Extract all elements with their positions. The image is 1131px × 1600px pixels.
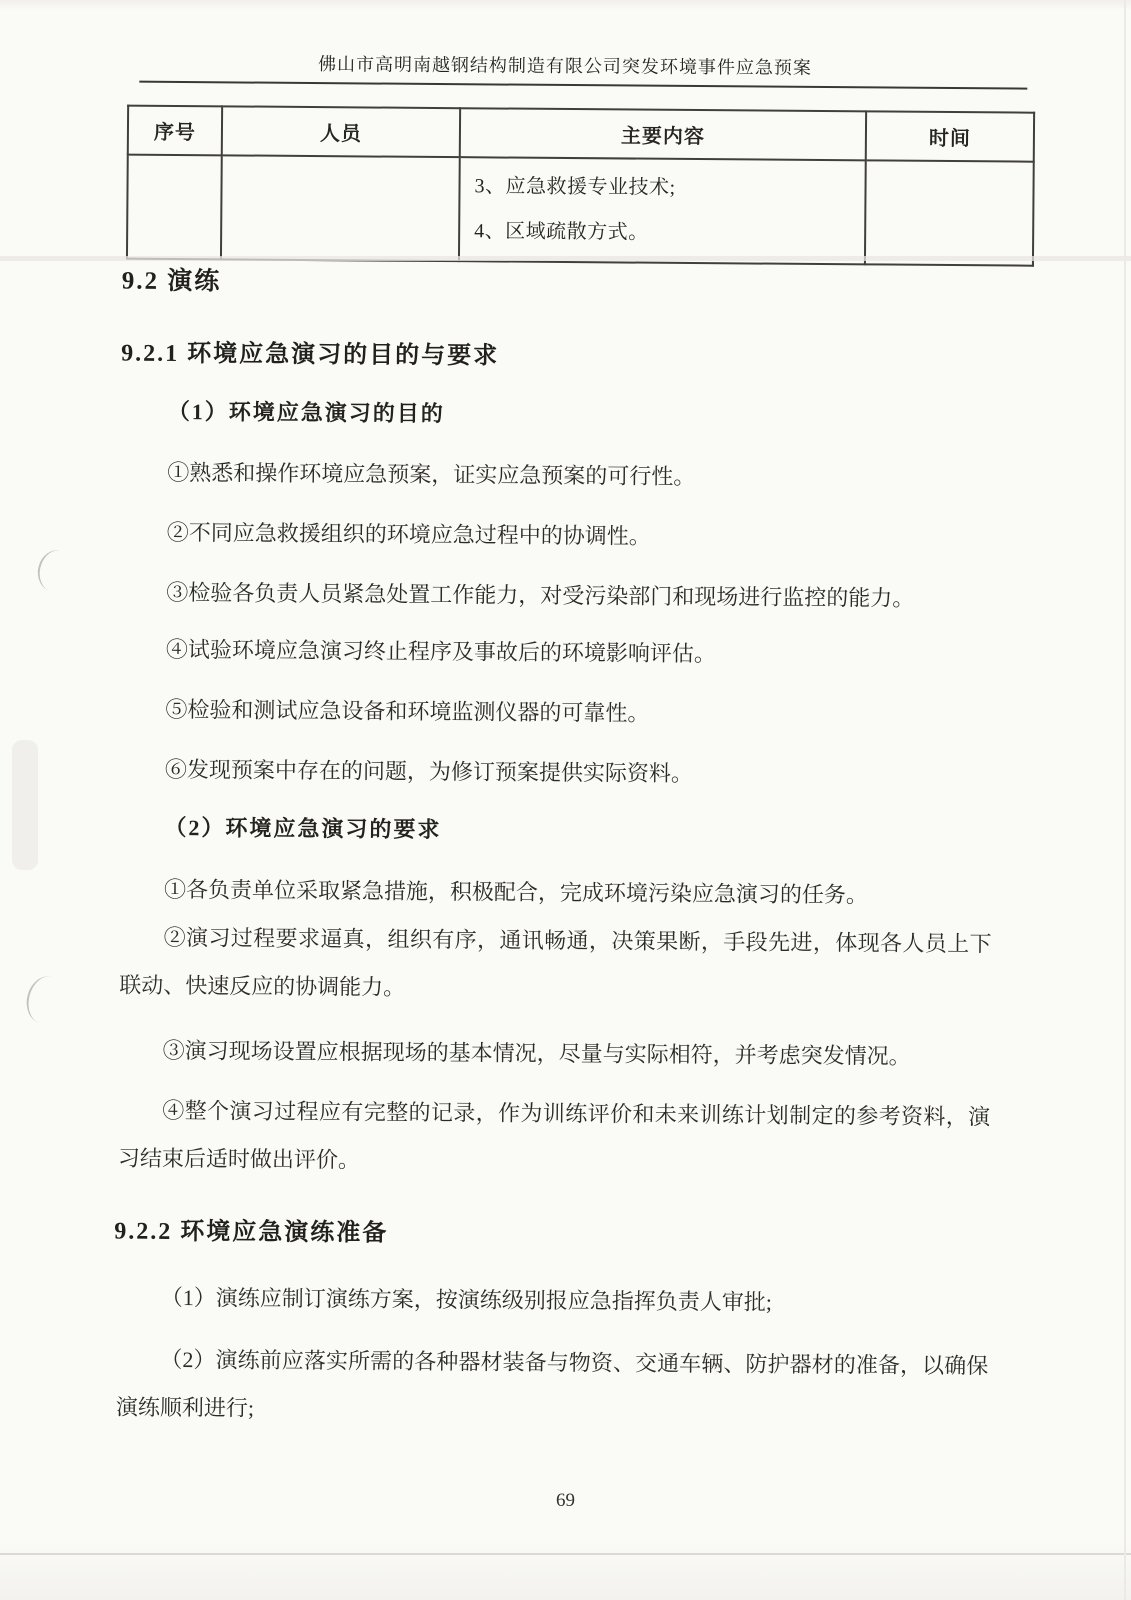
- header-rule: [139, 81, 1027, 90]
- cell-person: [221, 155, 460, 261]
- purpose-item-1: ①熟悉和操作环境应急预案，证实应急预案的可行性。: [167, 459, 696, 490]
- requirement-item-1: ①各负责单位采取紧急措施，积极配合，完成环境污染应急演习的任务。: [163, 876, 869, 908]
- cell-main-content: [459, 157, 866, 264]
- column-header-person: 人员: [222, 106, 460, 157]
- column-header-seq: 序号: [128, 106, 222, 156]
- purpose-item-2: ②不同应急救援组织的环境应急过程中的协调性。: [166, 519, 651, 549]
- section-heading-9-2: 9.2 演练: [121, 267, 222, 296]
- table-row: [127, 155, 1034, 266]
- column-header-content: 主要内容: [460, 108, 866, 160]
- subheading-purpose: （1）环境应急演习的目的: [167, 398, 445, 427]
- content-line: 4、区域疏散方式。: [474, 220, 649, 244]
- requirement-item-2: ②演习过程要求逼真，组织有序，通讯畅通，决策果断，手段先进，体现各人员上下联动、快速反应的协调能力。: [119, 924, 992, 1000]
- content-line: 3、应急救援专业技术;: [474, 175, 676, 199]
- scan-artifact-bottom-line: [0, 1553, 1131, 1555]
- subheading-requirements: （2）环境应急演习的要求: [164, 814, 442, 843]
- column-header-time: 时间: [866, 111, 1034, 161]
- purpose-item-6: ⑥发现预案中存在的问题，为修订预案提供实际资料。: [164, 756, 694, 787]
- requirement-item-3: ③演习现场设置应根据现场的基本情况，尽量与实际相符，并考虑突发情况。: [162, 1037, 911, 1069]
- scan-artifact-band: [0, 256, 1131, 261]
- document-header-title: 佛山市高明南越钢结构制造有限公司突发环境事件应急预案: [317, 54, 813, 78]
- cell-time: [865, 160, 1034, 265]
- table-header-row: [128, 106, 1034, 162]
- purpose-item-4: ④试验环境应急演习终止程序及事故后的环境影响评估。: [165, 636, 716, 667]
- drill-table: [126, 105, 1035, 267]
- scan-artifact-right-edge: [1124, 0, 1126, 1600]
- section-heading-9-2-2: 9.2.2 环境应急演练准备: [114, 1218, 389, 1247]
- preparation-item-2: （2）演练前应落实所需的各种器材装备与物资、交通车辆、防护器材的准备，以确保演练顺利进行;: [115, 1346, 989, 1421]
- preparation-item-1: （1）演练应制订演练方案，按演练级别报应急指挥负责人审批;: [160, 1284, 773, 1315]
- section-heading-9-2-1: 9.2.1 环境应急演习的目的与要求: [121, 340, 500, 370]
- purpose-item-5: ⑤检验和测试应急设备和环境监测仪器的可靠性。: [165, 696, 650, 726]
- cell-seq: [127, 155, 222, 260]
- purpose-item-3: ③检验各负责人员紧急处置工作能力，对受污染部门和现场进行监控的能力。: [166, 579, 915, 611]
- requirement-item-4: ④整个演习过程应有完整的记录，作为训练评价和未来训练计划制定的参考资料，演习结束后适时做出评价。: [117, 1097, 991, 1173]
- scan-artifact-smudge: [12, 740, 38, 870]
- page-number: 69: [556, 1490, 575, 1511]
